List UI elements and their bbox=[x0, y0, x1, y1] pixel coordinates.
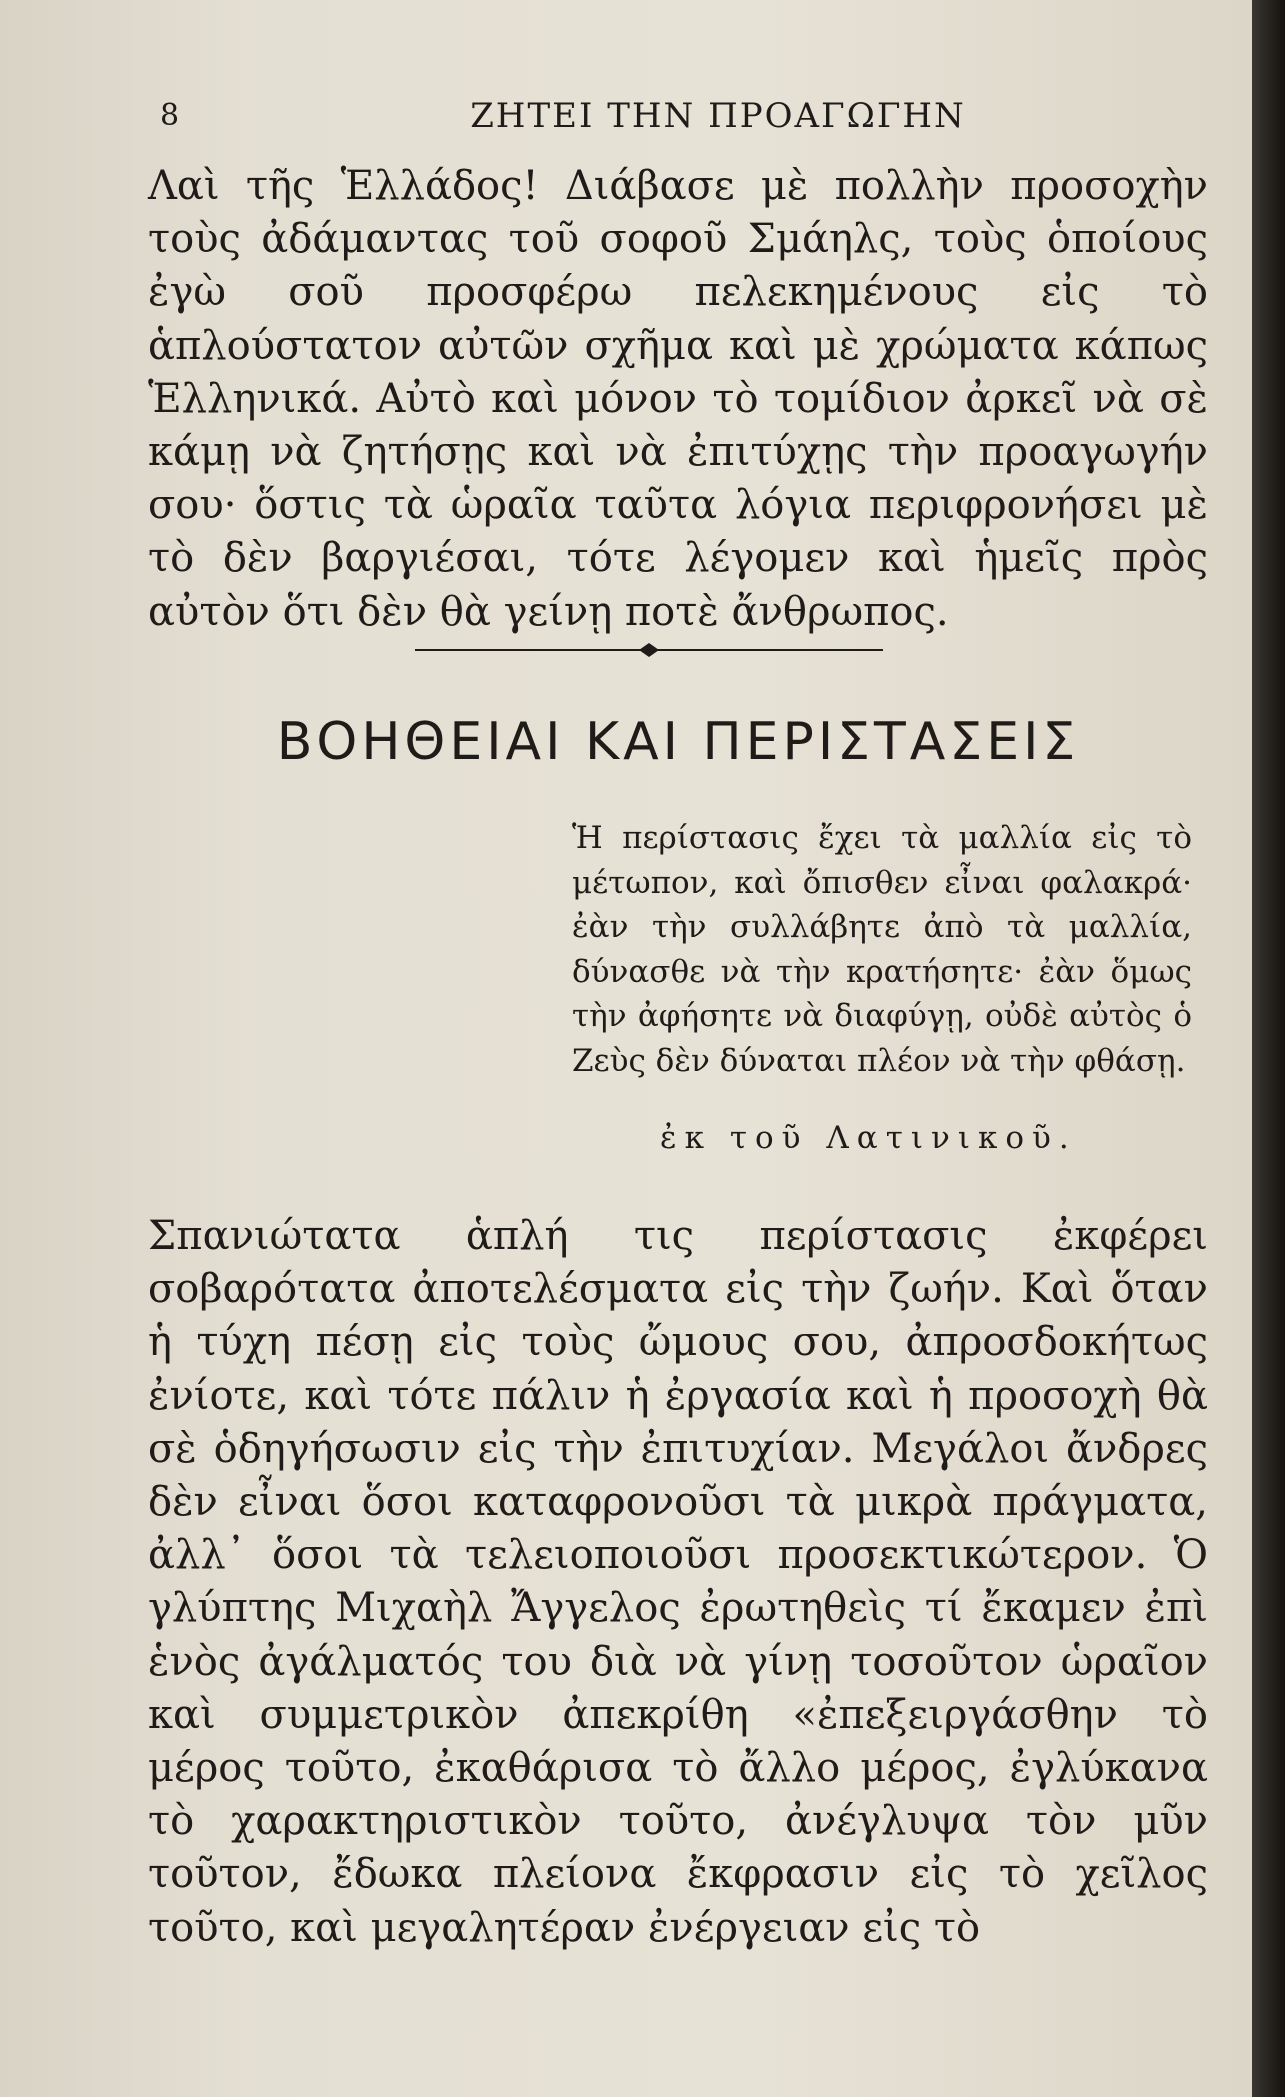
epigraph-source: ἐκ τοῦ Λατινικοῦ. bbox=[660, 1120, 1077, 1156]
section-title: ΒΟΗΘΕΙΑΙ ΚΑΙ ΠΕΡΙΣΤΑΣΕΙΣ bbox=[276, 712, 1080, 772]
body-paragraph: Σπανιώτατα ἁπλή τις περίστασις ἐκφέρει σοβαρότατα ἀποτελέσματα εἰς τὴν ζωήν. Καὶ ὅταν ἡ τύχη πέσῃ εἰς τοὺς ὤμους σου, ἀπροσδοκήτως ἐνίοτε, καὶ τότε πάλιν ἡ ἐργασία καὶ ἡ προσοχὴ θὰ σὲ ὁδηγήσωσιν εἰς τὴν ἐπιτυχίαν. Μεγάλοι ἄνδρες δὲν εἶναι ὅσοι καταφρονοῦσι τὰ μικρὰ πράγματα, ἀλλ᾽ ὅσοι τὰ τελειοποιοῦσι προσεκτικώτερον. Ὁ γλύπτης Μιχαὴλ Ἄγγελος ἐρωτηθεὶς τί ἔκαμεν ἐπὶ ἑνὸς ἀγάλματός του διὰ νὰ γίνῃ τοσοῦτον ὡραῖον καὶ συμμετρικὸν ἀπεκρίθη «ἐπεξειργάσθην τὸ μέρος τοῦτο, ἐκαθάρισα τὸ ἄλλο μέρος, ἐγλύκανα τὸ χαρακτηριστικὸν τοῦτο, ἀνέγλυψα τὸν μῦν τοῦτον, ἔδωκα πλείονα ἔκφρασιν εἰς τὸ χεῖλος τοῦτο, καὶ μεγαλητέραν ἐνέργειαν εἰς τὸ bbox=[148, 1213, 1208, 1951]
book-binding-edge bbox=[1252, 0, 1285, 2097]
ornamental-divider bbox=[415, 638, 883, 662]
epigraph: Ἡ περίστασις ἔχει τὰ μαλλία εἰς τὸ μέτωπον, καὶ ὄπισθεν εἶναι φαλακρά· ἐὰν τὴν συλλάβητε ἀπὸ τὰ μαλλία, δύνασθε νὰ τὴν κρατήσητε· ἐὰν ὅμως τὴν ἀφήσητε νὰ διαφύγῃ, οὐδὲ αὐτὸς ὁ Ζεὺς δὲν δύναται πλέον νὰ τὴν φθάσῃ. bbox=[572, 820, 1192, 1079]
intro-paragraph: Λαὶ τῆς Ἑλλάδος! Διάβασε μὲ πολλὴν προσοχὴν τοὺς ἀδάμαντας τοῦ σοφοῦ Σμάηλς, τοὺς ὁποίους ἐγὼ σοῦ προσφέρω πελεκημένους εἰς τὸ ἁπλούστατον αὐτῶν σχῆμα καὶ μὲ χρώματα κάπως Ἑλληνικά. Αὐτὸ καὶ μόνον τὸ τομίδιον ἀρκεῖ νὰ σὲ κάμῃ νὰ ζητήσῃς καὶ νὰ ἐπιτύχῃς τὴν προαγωγήν σου· ὅστις τὰ ὡραῖα ταῦτα λόγια περιφρονήσει μὲ τὸ δὲν βαργιέσαι, τότε λέγομεν καὶ ἡμεῖς πρὸς αὐτὸν ὅτι δὲν θὰ γείνῃ ποτὲ ἄνθρωπος. bbox=[148, 163, 1208, 635]
running-title: ΖΗΤΕΙ ΤΗΝ ΠΡΟΑΓΩΓΗΝ bbox=[470, 96, 966, 136]
page-number: 8 bbox=[160, 98, 180, 133]
page-header bbox=[148, 92, 1208, 152]
